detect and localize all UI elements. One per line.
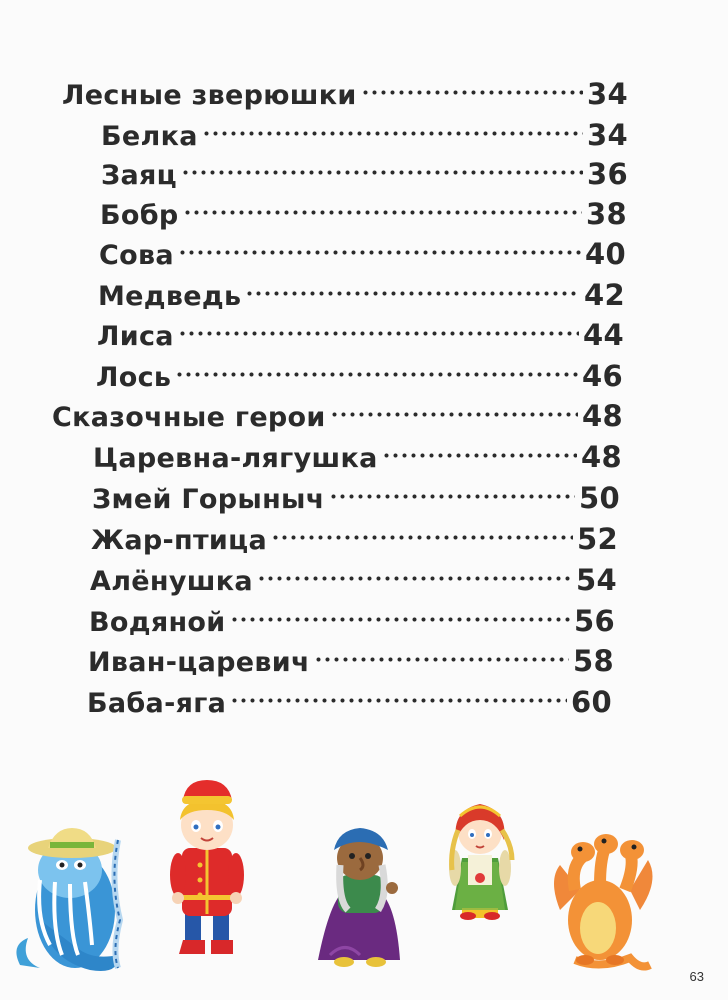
toc-entry-title: Водяной — [89, 607, 226, 638]
toc-entry-page: 46 — [582, 359, 623, 393]
toc-entry-page: 48 — [582, 399, 623, 433]
toc-leader-dots — [178, 311, 579, 345]
toc-leader-dots — [230, 678, 567, 712]
toc-entry-title: Медведь — [98, 281, 242, 312]
toc-entry-page: 42 — [584, 278, 625, 312]
toc-entry-title: Белка — [101, 121, 198, 152]
toc-entry-page: 54 — [576, 563, 617, 597]
toc-entry-title: Алёнушка — [90, 566, 253, 597]
toc-entry-page: 52 — [577, 522, 618, 556]
toc-entry-title: Баба-яга — [87, 688, 227, 719]
toc-entry — [101, 111, 628, 152]
toc-entry-page: 60 — [571, 685, 612, 719]
toc-entry — [91, 515, 618, 556]
toc-leader-dots — [245, 271, 580, 305]
ivan-tsarevich-figure — [170, 780, 244, 954]
toc-entry — [101, 150, 628, 191]
toc-leader-dots — [257, 556, 572, 590]
toc-entry-title: Бобр — [100, 200, 179, 231]
toc-entry-page: 58 — [573, 644, 614, 678]
toc-entry-page: 48 — [581, 440, 622, 474]
toc-entry — [92, 474, 620, 515]
zmey-gorynych-figure — [554, 834, 653, 966]
toc-leader-dots — [183, 190, 583, 224]
toc-entry-title: Сказочные герои — [52, 402, 326, 433]
baba-yaga-figure — [318, 828, 400, 967]
toc-entry-page: 38 — [586, 197, 627, 231]
toc-entry-page: 40 — [585, 237, 626, 271]
toc-entry-title: Лось — [96, 362, 172, 393]
toc-leader-dots — [202, 111, 583, 145]
toc-entry — [100, 190, 627, 231]
toc-entry-page: 44 — [583, 318, 624, 352]
illustrations — [0, 770, 728, 1000]
toc-entry-title: Царевна-лягушка — [93, 443, 378, 474]
toc-leader-dots — [175, 352, 578, 386]
toc-leader-dots — [178, 230, 581, 264]
toc-entry — [89, 597, 615, 638]
alyonushka-figure — [449, 804, 512, 920]
toc-entry — [93, 433, 622, 474]
toc-leader-dots — [330, 392, 578, 426]
toc-entry — [98, 271, 625, 312]
toc-entry-title: Жар-птица — [91, 525, 267, 556]
toc-entry — [99, 230, 626, 271]
toc-leader-dots — [329, 474, 575, 508]
toc-entry-page: 50 — [579, 481, 620, 515]
vodyanoy-figure — [16, 828, 120, 971]
toc-entry-page: 56 — [574, 604, 615, 638]
toc-entry-title: Лиса — [97, 321, 174, 352]
page-number: 63 — [689, 969, 704, 984]
toc-entry-title: Сова — [99, 240, 174, 271]
toc-leader-dots — [271, 515, 573, 549]
toc-entry — [97, 311, 624, 352]
toc-entry-title: Заяц — [101, 160, 177, 191]
toc-leader-dots — [314, 637, 569, 671]
toc-entry-section-forest — [62, 70, 628, 111]
toc-entry — [87, 678, 612, 719]
toc-leader-dots — [181, 150, 583, 184]
toc-entry-title: Змей Горыныч — [92, 484, 325, 515]
toc-entry-page: 34 — [587, 118, 628, 152]
toc-leader-dots — [382, 433, 577, 467]
toc-entry — [90, 556, 617, 597]
toc-entry-title: Лесные зверюшки — [62, 80, 357, 111]
toc-entry-section-fairytale — [52, 392, 623, 433]
toc-leader-dots — [230, 597, 571, 631]
toc-entry-page: 36 — [587, 157, 628, 191]
toc-leader-dots — [361, 70, 583, 104]
toc-entry — [88, 637, 614, 678]
toc-entry-title: Иван-царевич — [88, 647, 310, 678]
toc-entry-page: 34 — [587, 77, 628, 111]
toc-entry — [96, 352, 623, 393]
